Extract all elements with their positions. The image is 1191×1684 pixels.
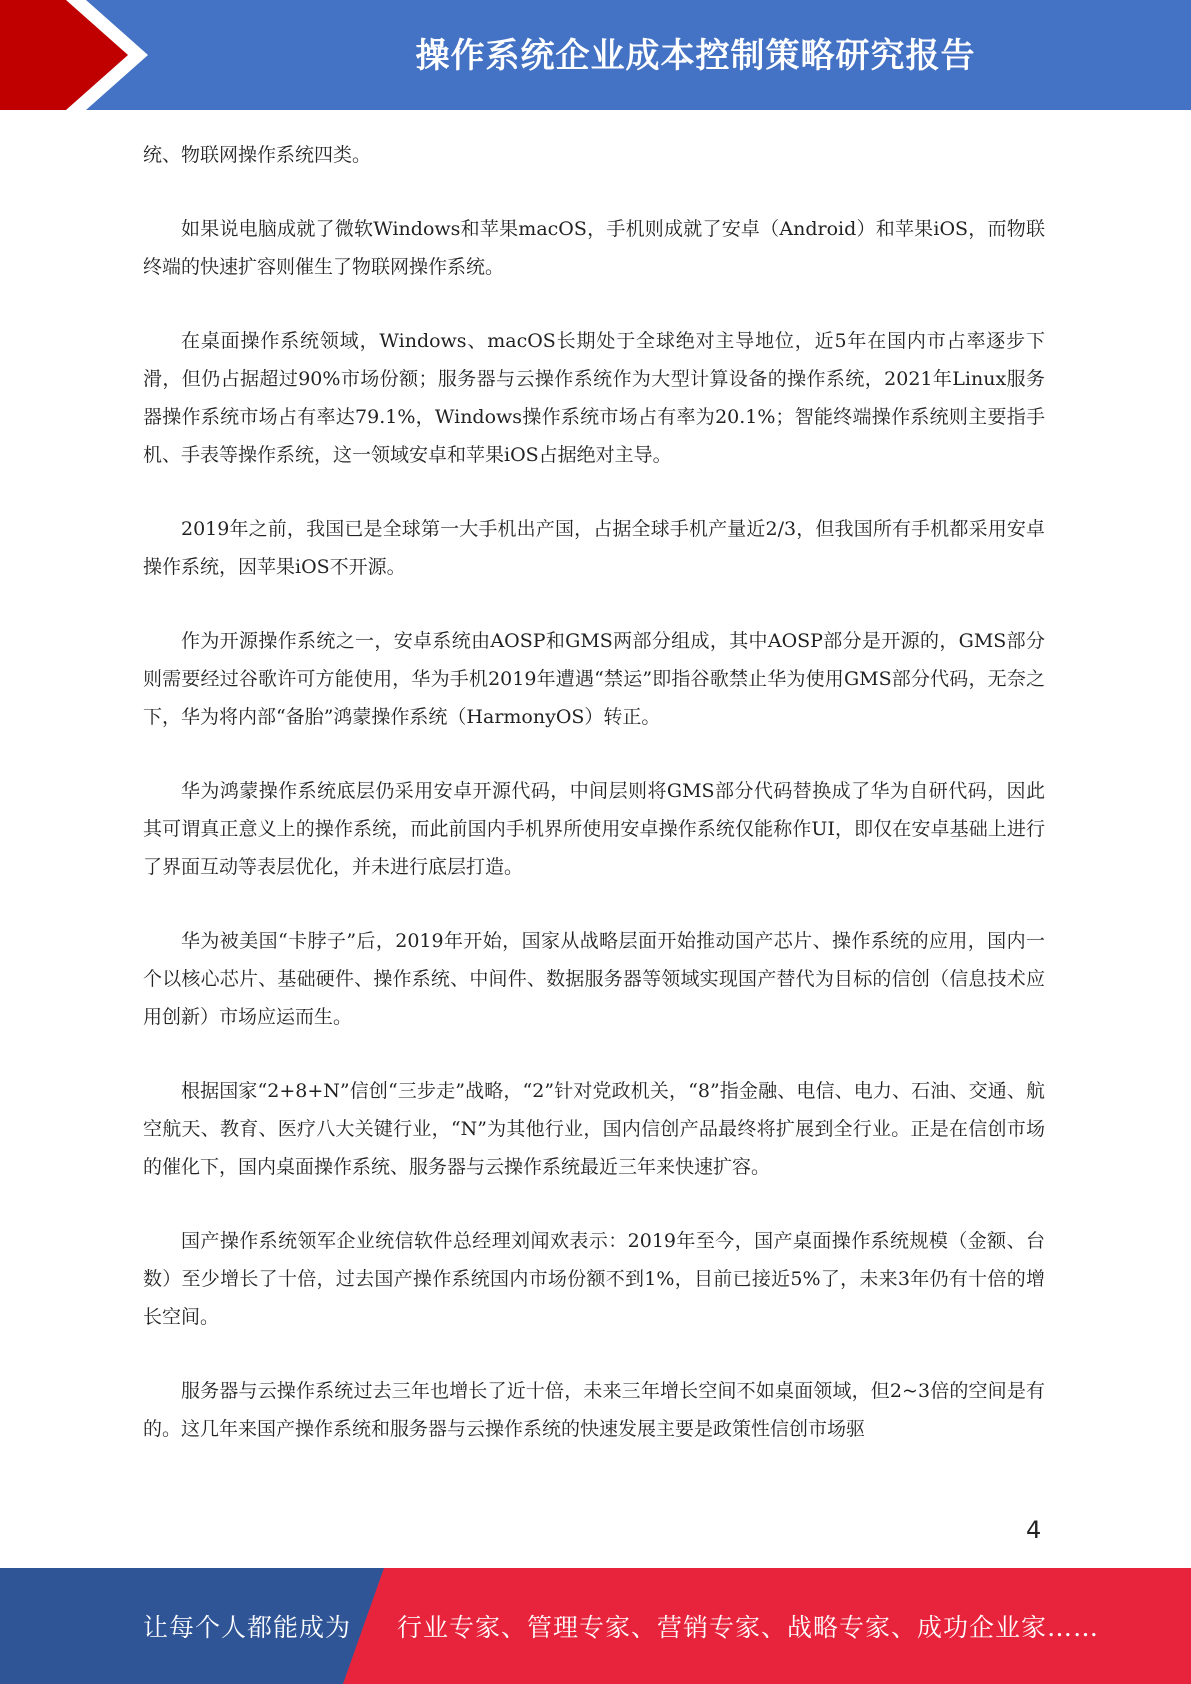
footer-slogan-right: 行业专家、管理专家、营销专家、战略专家、成功企业家…… xyxy=(397,1613,1100,1642)
paragraph: 根据国家“2+8+N”信创“三步走”战略，“2”针对党政机关，“8”指金融、电信、电力、石油、交通、航空航天、教育、医疗八大关键行业，“N”为其他行业，国内信创产品最终将扩展到全行业。正是在信创市场的催化下，国内桌面操作系统、服务器与云操作系统最近三年来快速扩容。 xyxy=(143,1080,1045,1178)
header-title: 操作系统企业成本控制策略研究报告 xyxy=(415,35,976,76)
paragraph: 作为开源操作系统之一，安卓系统由AOSP和GMS两部分组成，其中AOSP部分是开源的，GMS部分则需要经过谷歌许可方能使用，华为手机2019年遭遇“禁运”即指谷歌禁止华为使用GMS部分代码，无奈之下，华为将内部“备胎”鸿蒙操作系统（HarmonyOS）转正。 xyxy=(143,630,1045,728)
paragraph: 在桌面操作系统领域，Windows、macOS长期处于全球绝对主导地位，近5年在国内市占率逐步下滑，但仍占据超过90%市场份额；服务器与云操作系统作为大型计算设备的操作系统，2021年Linux服务器操作系统市场占有率达79.1%，Windows操作系统市场占有率为20.1%；智能终端操作系统则主要指手机、手表等操作系统，这一领域安卓和苹果iOS占据绝对主导。 xyxy=(143,330,1045,466)
footer-slogan-left: 让每个人都能成为 xyxy=(143,1613,352,1642)
paragraph: 统、物联网操作系统四类。 xyxy=(143,144,372,166)
paragraph: 2019年之前，我国已是全球第一大手机出产国，占据全球手机产量近2/3，但我国所有手机都采用安卓操作系统，因苹果iOS不开源。 xyxy=(143,518,1045,578)
paragraph: 华为被美国“卡脖子”后，2019年开始，国家从战略层面开始推动国产芯片、操作系统的应用，国内一个以核心芯片、基础硬件、操作系统、中间件、数据服务器等领域实现国产替代为目标的信创（信息技术应用创新）市场应运而生。 xyxy=(143,930,1045,1028)
paragraph: 国产操作系统领军企业统信软件总经理刘闻欢表示：2019年至今，国产桌面操作系统规模（金额、台数）至少增长了十倍，过去国产操作系统国内市场份额不到1%，目前已接近5%了，未来3年仍有十倍的增长空间。 xyxy=(143,1230,1045,1328)
paragraph: 如果说电脑成就了微软Windows和苹果macOS，手机则成就了安卓（Android）和苹果iOS，而物联终端的快速扩容则催生了物联网操作系统。 xyxy=(143,218,1045,278)
page-header xyxy=(0,0,1191,110)
page-number: 4 xyxy=(1026,1516,1042,1544)
report-body xyxy=(143,136,1045,1484)
page-footer xyxy=(0,1568,1191,1684)
paragraph: 华为鸿蒙操作系统底层仍采用安卓开源代码，中间层则将GMS部分代码替换成了华为自研代码，因此其可谓真正意义上的操作系统，而此前国内手机界所使用安卓操作系统仅能称作UI，即仅在安卓基础上进行了界面互动等表层优化，并未进行底层打造。 xyxy=(143,780,1045,878)
paragraph: 服务器与云操作系统过去三年也增长了近十倍，未来三年增长空间不如桌面领域，但2~3倍的空间是有的。这几年来国产操作系统和服务器与云操作系统的快速发展主要是政策性信创市场驱 xyxy=(143,1380,1045,1440)
